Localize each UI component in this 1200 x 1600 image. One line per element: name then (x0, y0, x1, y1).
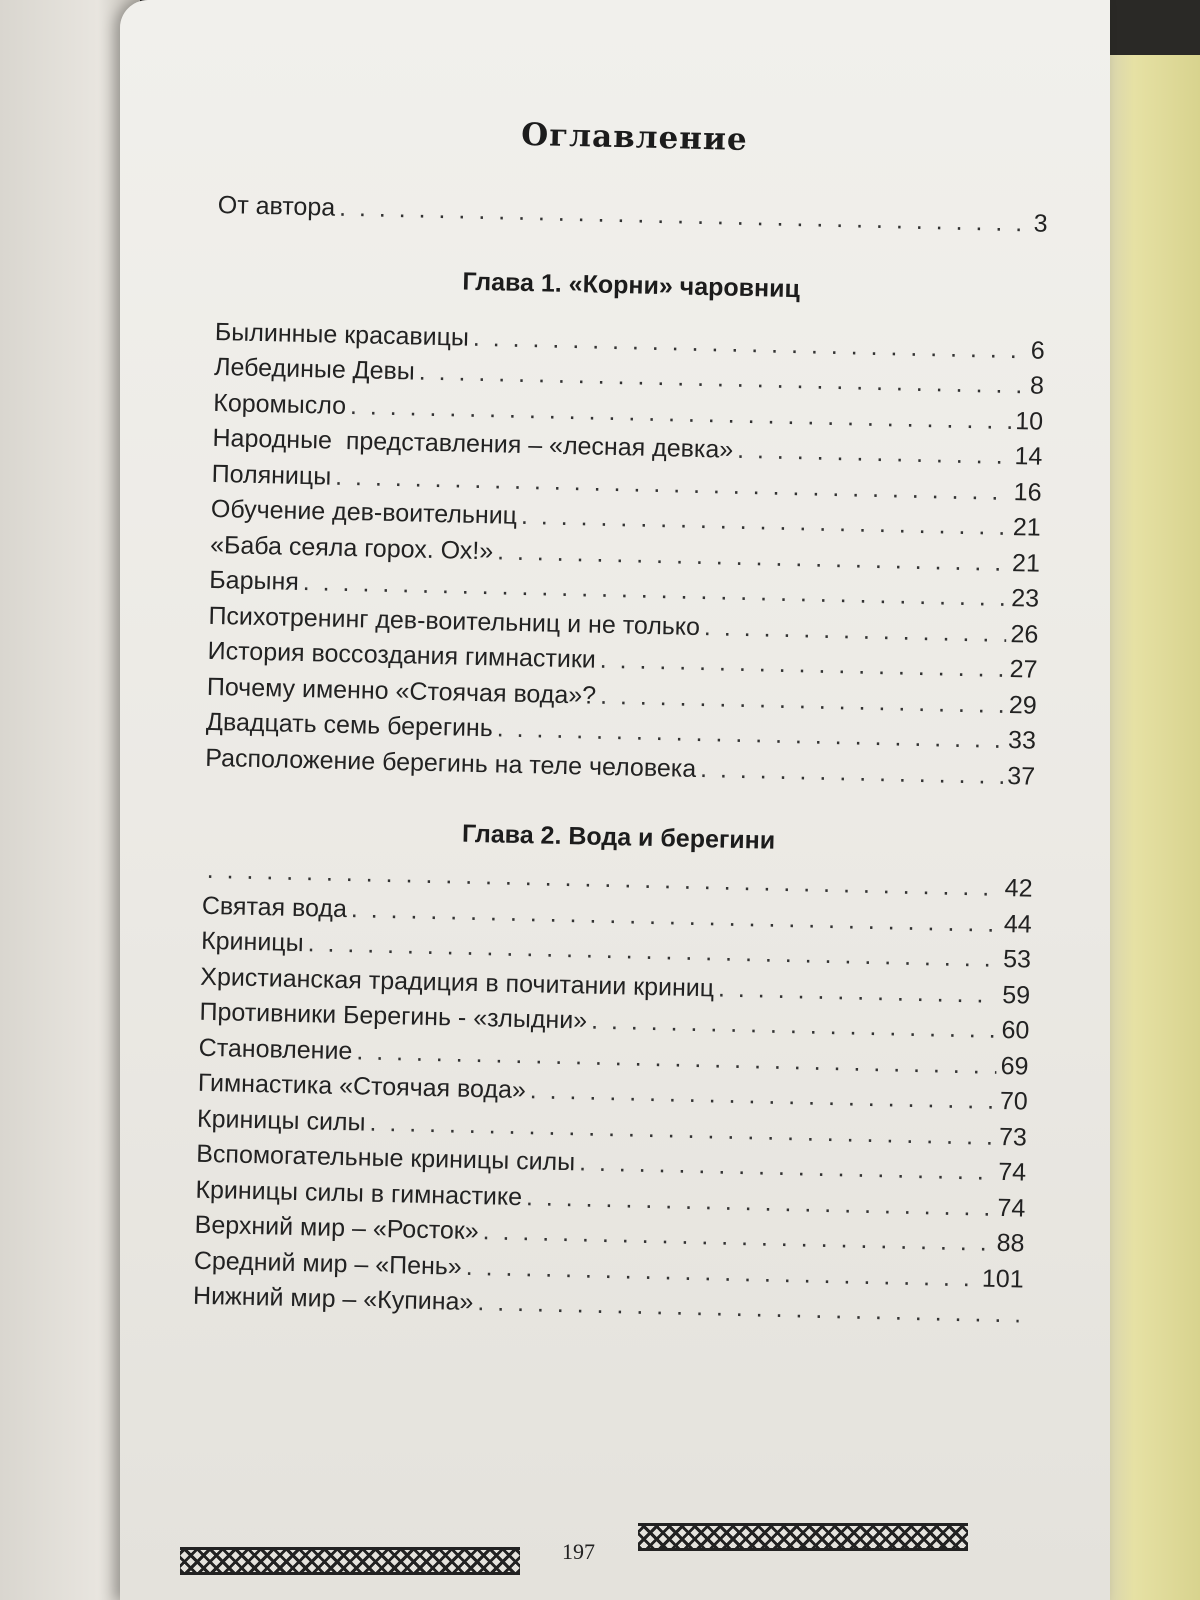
toc-entry-title: Нижний мир – «Купина» (192, 1281, 474, 1317)
toc-entry-page: 3 (1033, 209, 1048, 238)
book-page (120, 0, 1110, 1600)
ornament-left (180, 1547, 520, 1575)
chapter-1-section (205, 261, 1046, 794)
toc-entry-page: 70 (999, 1086, 1029, 1116)
toc-entry-page: 101 (981, 1264, 1025, 1294)
toc-entry-page: 21 (1012, 513, 1042, 542)
toc-entry-title: От автора (217, 190, 336, 222)
background-left-page (0, 0, 140, 1600)
toc-entry-title: Противники Берегинь - «злыдни» (199, 997, 588, 1035)
toc-entry-page: 21 (1011, 548, 1041, 578)
leader-dots (339, 191, 1030, 242)
toc-entry-page: 73 (998, 1122, 1028, 1152)
toc-entry-page: 27 (1009, 655, 1038, 684)
toc-entry-page: 74 (997, 1157, 1027, 1187)
toc-entry-title: Психотренинг дев-воительниц и не только (208, 601, 701, 641)
chapter-title: Глава 1. «Корни» чаровниц (462, 267, 801, 303)
table-of-contents (193, 110, 1050, 1333)
toc-entry-page: 42 (1004, 874, 1033, 903)
toc-entry-title: Криницы (200, 926, 304, 958)
toc-entry-title: Коромысло (213, 388, 347, 420)
leader-dots (700, 752, 1004, 794)
toc-entry-page: 88 (996, 1228, 1025, 1258)
toc-entry-page: 8 (1029, 371, 1045, 400)
toc-entry-page: 16 (1013, 477, 1042, 507)
chapter-title: Глава 2. Вода и берегини (461, 819, 776, 855)
chapter-2-section (193, 814, 1034, 1333)
toc-entry-page: 53 (1002, 944, 1032, 974)
toc-entry-title: Криницы силы (196, 1104, 366, 1137)
toc-entry-title: Поляницы (211, 459, 332, 491)
toc-entry-page: 29 (1008, 690, 1038, 720)
ornament-right (638, 1523, 968, 1551)
toc-entry-title: Вспомогательные криницы силы (195, 1139, 576, 1177)
toc-entry-title: «Баба сеяла горох. Ох!» (209, 530, 494, 565)
toc-entry-page: 37 (1006, 761, 1036, 791)
toc-entry (217, 188, 1048, 242)
toc-entry-title: Расположение берегинь на теле человека (204, 743, 697, 783)
toc-entry-title: Средний мир – «Пень» (193, 1246, 463, 1281)
toc-entry-page: 10 (1015, 406, 1044, 436)
intro-section (217, 188, 1048, 242)
toc-entry-title: Барыня (209, 565, 300, 596)
toc-entry-page: 33 (1007, 726, 1037, 755)
toc-entry-title: Верхний мир – «Росток» (194, 1210, 479, 1246)
toc-entry-page: 74 (997, 1193, 1026, 1223)
toc-entry-title: Лебединые Девы (213, 352, 416, 386)
toc-entry-page: 59 (1002, 980, 1031, 1010)
page-footer (160, 1505, 1060, 1585)
page-title: Оглавление (520, 116, 749, 158)
toc-entry-title: Становление (198, 1033, 353, 1065)
toc-entry-page: 60 (1001, 1015, 1030, 1045)
toc-entry-title: Гимнастика «Стоячая вода» (197, 1068, 527, 1105)
toc-entry-title: История воссоздания гимнастики (207, 636, 597, 674)
toc-entry-title: Обучение дев-воительниц (210, 494, 518, 530)
toc-entry-title: Почему именно «Стоячая вода»? (206, 672, 597, 710)
toc-entry-title: Былинные красавицы (214, 317, 470, 352)
toc-entry-title: Двадцать семь берегинь (205, 707, 494, 743)
toc-entry-page: 69 (1000, 1051, 1029, 1081)
toc-entry-page: 23 (1011, 584, 1040, 613)
toc-entry-title: Криницы силы в гимнастике (195, 1175, 523, 1211)
toc-entry-title: Святая вода (201, 891, 348, 923)
toc-entry-page: 44 (1003, 909, 1033, 939)
toc-entry-title: Народные представления – «лесная девка» (212, 423, 734, 464)
toc-entry-page: 6 (1030, 335, 1046, 365)
page-number: 197 (562, 1539, 595, 1564)
toc-entry-page: 26 (1010, 619, 1039, 649)
toc-entry-title: Христианская традиция в почитании криниц (200, 962, 715, 1002)
toc-entry-page: 14 (1014, 442, 1043, 471)
